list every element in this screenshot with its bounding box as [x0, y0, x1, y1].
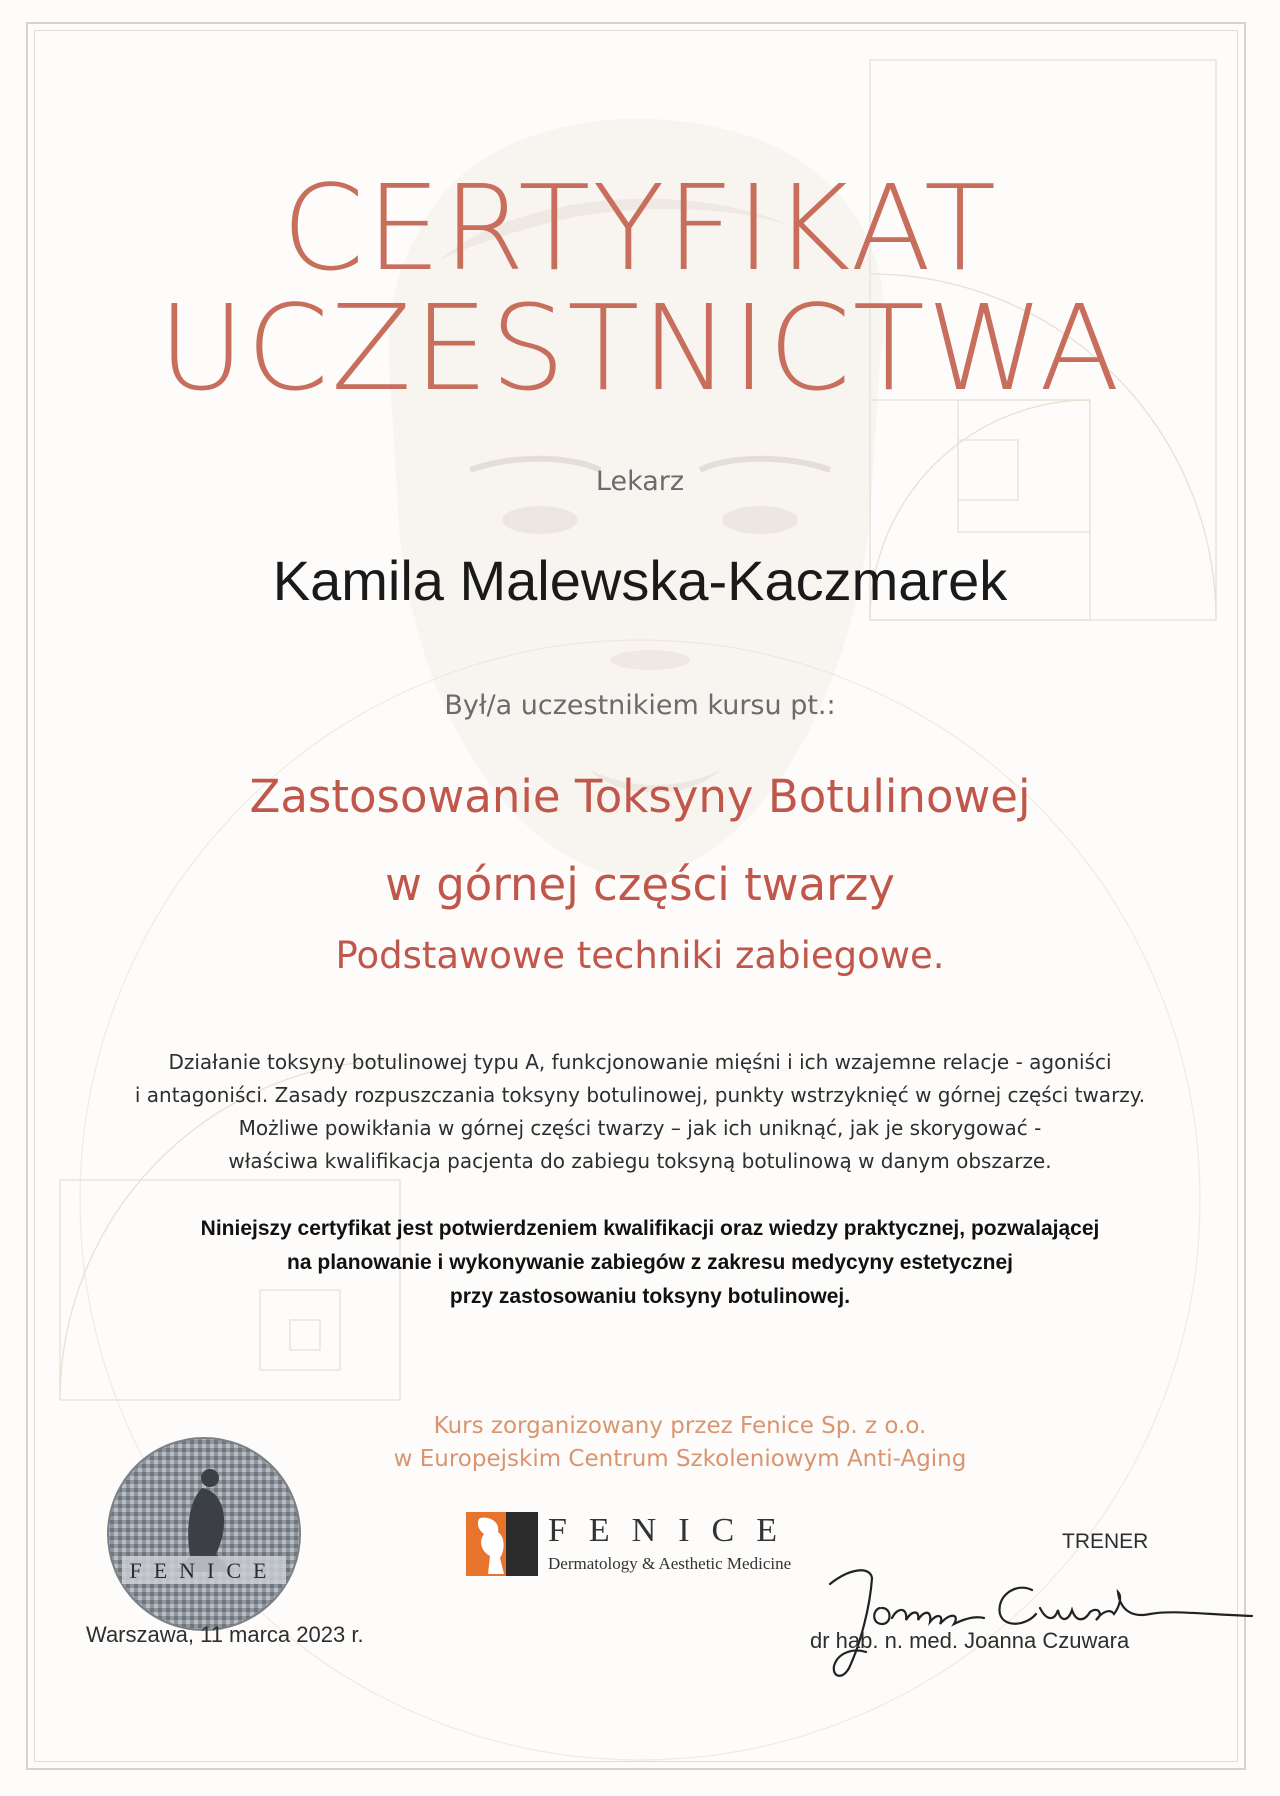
- certificate-title-line2: UCZESTNICTWA: [158, 279, 1122, 417]
- course-subtitle: Podstawowe techniki zabiegowe.: [335, 934, 945, 977]
- organizer-info: [300, 1410, 1060, 1476]
- description-line: Możliwe powikłania w górnej części twarzy – jak ich uniknąć, jak je skorygować -: [238, 1116, 1042, 1140]
- seal-text: FENICE: [129, 1558, 279, 1583]
- organizer-line: Kurs zorganizowany przez Fenice Sp. z o.o.: [433, 1413, 927, 1439]
- description-line: właściwa kwalifikacja pacjenta do zabiegu toksyną botulinową w danym obszarze.: [228, 1149, 1052, 1173]
- fenice-logo: [466, 1512, 799, 1584]
- trainer-signature: [820, 1548, 1260, 1688]
- place-and-date: Warszawa, 11 marca 2023 r.: [86, 1622, 364, 1647]
- trainer-name: dr hab. n. med. Joanna Czuwara: [810, 1628, 1130, 1653]
- trainer-label: TRENER: [1062, 1530, 1149, 1553]
- fenice-logo-mark-icon: [466, 1512, 538, 1576]
- fenice-logo-wordmark: FENICE: [548, 1512, 799, 1549]
- participant-name: Kamila Malewska-Kaczmarek: [272, 549, 1008, 612]
- fenice-logo-tagline: Dermatology & Aesthetic Medicine: [548, 1554, 792, 1573]
- attended-text: Był/a uczestnikiem kursu pt.:: [444, 690, 836, 721]
- organizer-line: w Europejskim Centrum Szkoleniowym Anti-Aging: [393, 1446, 967, 1472]
- statement-line: Niniejszy certyfikat jest potwierdzeniem kwalifikacji oraz wiedzy praktycznej, pozwalającej: [200, 1217, 1100, 1240]
- course-description: [100, 1046, 1180, 1178]
- description-line: i antagoniści. Zasady rozpuszczania toksyny botulinowej, punkty wstrzyknięć w górnej części twarzy.: [134, 1083, 1146, 1107]
- statement-line: na planowanie i wykonywanie zabiegów z zakresu medycyny estetycznej: [287, 1251, 1013, 1274]
- statement-line: przy zastosowaniu toksyny botulinowej.: [449, 1285, 851, 1308]
- hologram-seal: [106, 1436, 302, 1632]
- description-line: Działanie toksyny botulinowej typu A, funkcjonowanie mięśni i ich wzajemne relacje - agoniści: [168, 1050, 1112, 1074]
- certification-statement: [110, 1212, 1190, 1314]
- participant-role: Lekarz: [595, 466, 685, 497]
- course-title-line2: w górnej części twarzy: [385, 858, 895, 911]
- course-title-line1: Zastosowanie Toksyny Botulinowej: [249, 770, 1031, 823]
- certificate-title-line1: CERTYFIKAT: [281, 159, 999, 297]
